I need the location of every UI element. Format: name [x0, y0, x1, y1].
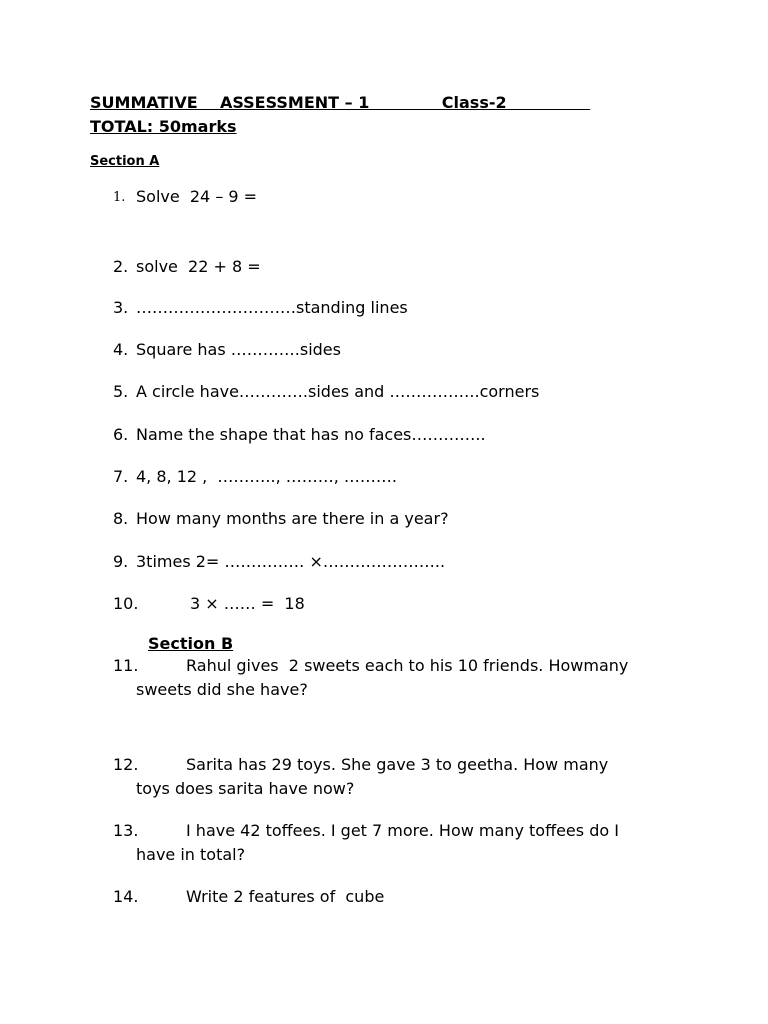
- question-text: Rahul gives 2 sweets each to his 10 friends. Howmany: [186, 656, 629, 675]
- question-text: Solve 24 – 9 =: [136, 187, 258, 206]
- section-a-heading: Section A: [90, 154, 160, 169]
- question-number: 8.: [113, 509, 129, 528]
- question-number: 11.: [113, 656, 139, 675]
- question-text: How many months are there in a year?: [136, 509, 449, 528]
- question-text-continued: have in total?: [136, 845, 246, 864]
- question-number: 5.: [113, 382, 129, 401]
- question-text: Write 2 features of cube: [186, 887, 385, 906]
- question-number: 6.: [113, 425, 129, 444]
- section-b-heading: Section B: [148, 634, 234, 653]
- question-text-continued: toys does sarita have now?: [136, 779, 355, 798]
- question-text: solve 22 + 8 =: [136, 257, 261, 276]
- question-text: 4, 8, 12 , ……….., ………, ……….: [136, 467, 398, 486]
- question-number: 1.: [113, 190, 126, 205]
- question-text: Name the shape that has no faces…………..: [136, 425, 486, 444]
- question-text: 3times 2= …………… ×…………………..: [136, 552, 446, 571]
- question-text: I have 42 toffees. I get 7 more. How many toffees do I: [186, 821, 619, 840]
- title-line-1: SUMMATIVE ASSESSMENT – 1 Class-2: [90, 93, 591, 112]
- question-number: 12.: [113, 755, 139, 774]
- title-line-2: TOTAL: 50marks: [90, 117, 237, 136]
- question-text: …………………………standing lines: [136, 298, 408, 317]
- question-number: 2.: [113, 257, 129, 276]
- question-number: 7.: [113, 467, 129, 486]
- question-number: 3.: [113, 298, 129, 317]
- question-text: Sarita has 29 toys. She gave 3 to geetha. How many: [186, 755, 609, 774]
- question-number: 10.: [113, 594, 139, 613]
- question-number: 9.: [113, 552, 129, 571]
- question-text: 3 × …… = 18: [190, 594, 305, 613]
- question-number: 4.: [113, 340, 129, 359]
- question-number: 14.: [113, 887, 139, 906]
- question-text-continued: sweets did she have?: [136, 680, 308, 699]
- question-number: 13.: [113, 821, 139, 840]
- question-text: Square has ………….sides: [136, 340, 341, 359]
- question-text: A circle have………….sides and ……………..corners: [136, 382, 540, 401]
